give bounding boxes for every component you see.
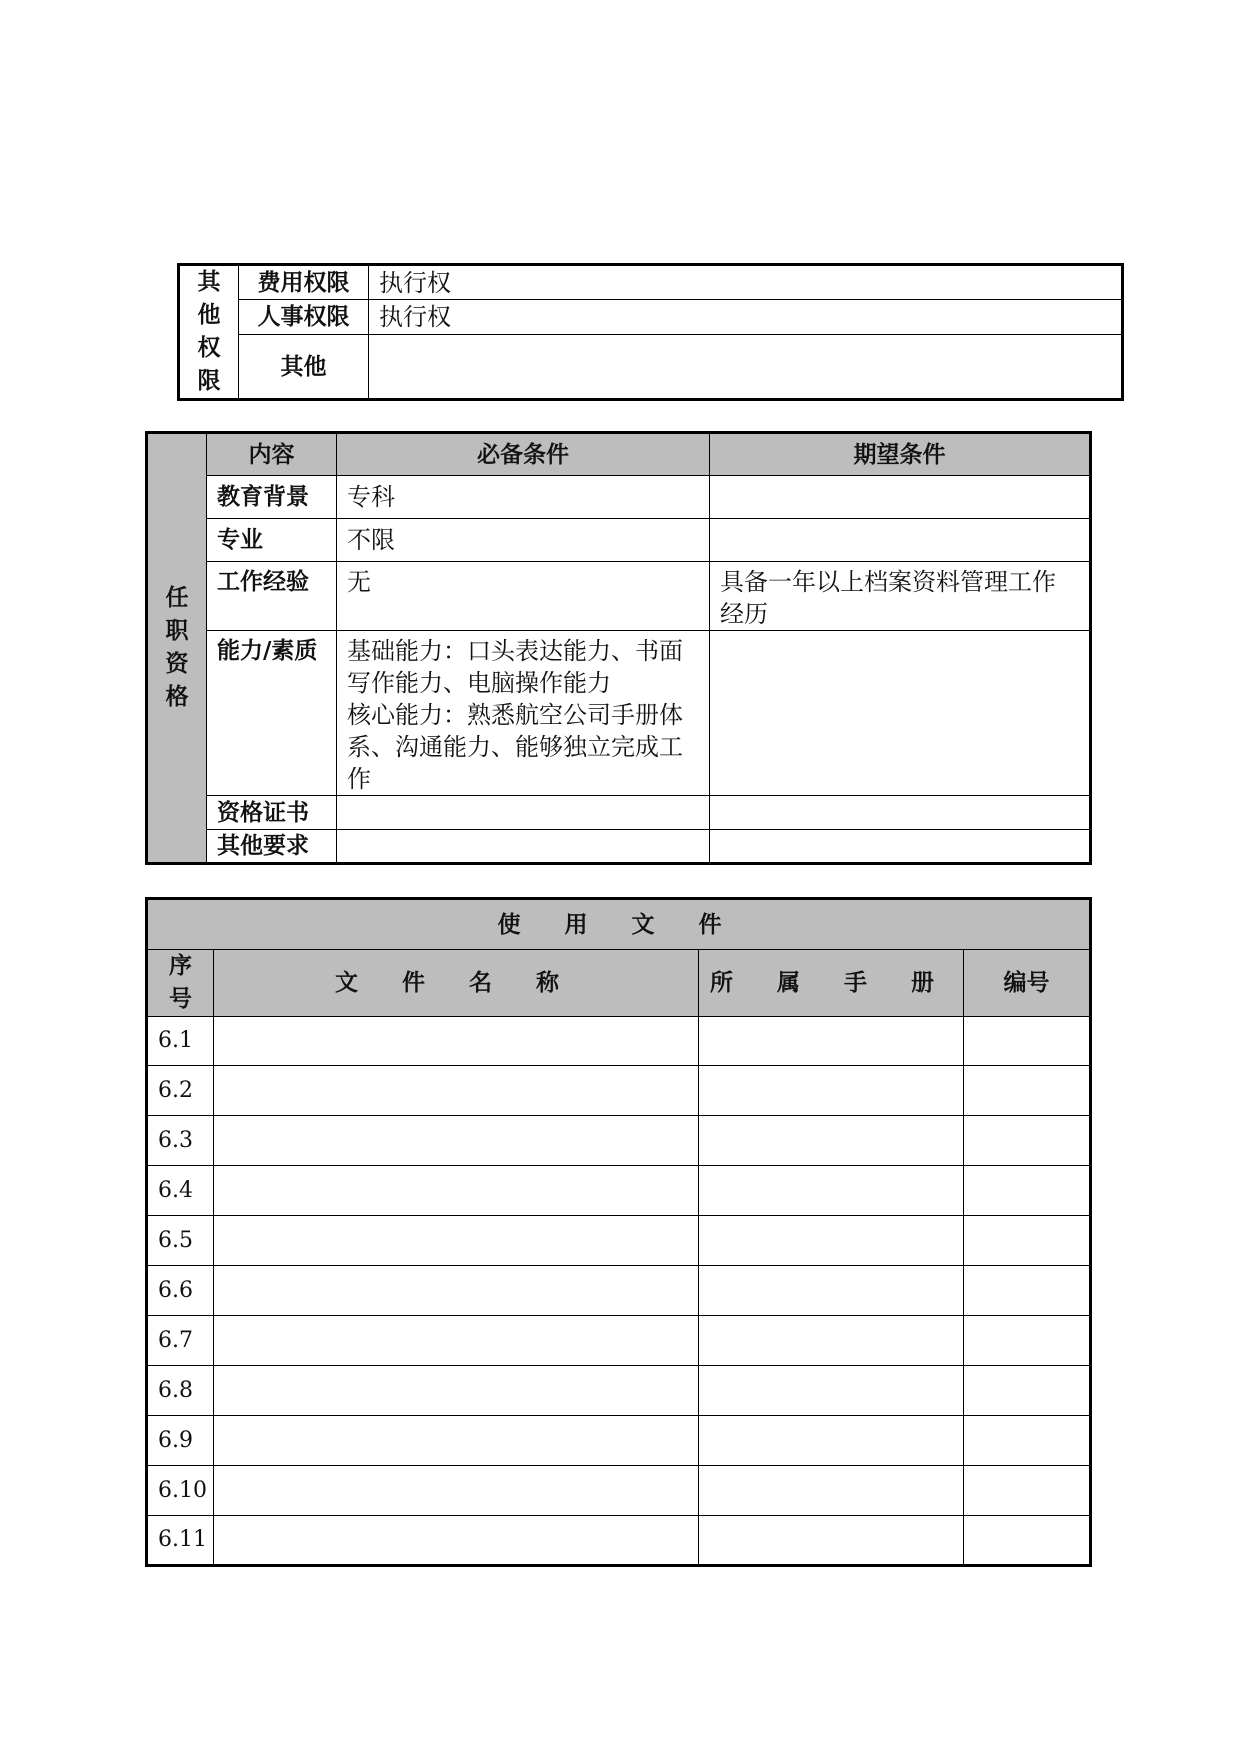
authority-row-personnel <box>179 300 1123 335</box>
authority-label: 人事权限 <box>239 300 369 335</box>
qualification-label: 工作经验 <box>207 562 337 631</box>
document-code <box>964 1116 1091 1166</box>
document-seq: 6.3 <box>147 1116 214 1166</box>
qualification-required: 无 <box>337 562 710 631</box>
document-name <box>214 1366 699 1416</box>
document-manual <box>699 1466 964 1516</box>
document-manual <box>699 1116 964 1166</box>
qualification-label: 教育背景 <box>207 476 337 519</box>
document-code <box>964 1416 1091 1466</box>
table-row <box>147 1516 1091 1566</box>
qualification-required <box>337 796 710 830</box>
qualification-required: 不限 <box>337 519 710 562</box>
document-name <box>214 1316 699 1366</box>
authority-label: 其他 <box>239 335 369 400</box>
header-seq: 序 号 <box>147 950 214 1017</box>
qualification-expected <box>710 830 1091 864</box>
authority-value <box>369 335 1123 400</box>
documents-title-row <box>147 899 1091 950</box>
document-code <box>964 1216 1091 1266</box>
qualifications-table <box>145 431 1092 865</box>
table-row <box>147 1216 1091 1266</box>
document-code <box>964 1316 1091 1366</box>
document-manual <box>699 1316 964 1366</box>
table-row <box>147 1316 1091 1366</box>
document-seq: 6.4 <box>147 1166 214 1216</box>
document-name <box>214 1166 699 1216</box>
table-row <box>147 1266 1091 1316</box>
document-name <box>214 1066 699 1116</box>
header-code: 编号 <box>964 950 1091 1017</box>
document-name <box>214 1466 699 1516</box>
document-name <box>214 1516 699 1566</box>
authority-label: 费用权限 <box>239 265 369 300</box>
document-seq: 6.1 <box>147 1017 214 1066</box>
document-seq: 6.9 <box>147 1416 214 1466</box>
document-manual <box>699 1216 964 1266</box>
document-manual <box>699 1266 964 1316</box>
qualification-required: 专科 <box>337 476 710 519</box>
documents-header-row <box>147 950 1091 1017</box>
header-required: 必备条件 <box>337 433 710 476</box>
document-code <box>964 1516 1091 1566</box>
other-authority-section-label: 其 他 权 限 <box>179 265 239 400</box>
header-content: 内容 <box>207 433 337 476</box>
document-manual <box>699 1066 964 1116</box>
header-file-name: 文 件 名 称 <box>214 950 699 1017</box>
table-row <box>147 1466 1091 1516</box>
document-seq: 6.6 <box>147 1266 214 1316</box>
table-row <box>147 1066 1091 1116</box>
qualification-row <box>147 476 1091 519</box>
document-code <box>964 1166 1091 1216</box>
qualifications-header-row <box>147 433 1091 476</box>
qualification-row <box>147 796 1091 830</box>
qualification-label: 其他要求 <box>207 830 337 864</box>
document-manual <box>699 1166 964 1216</box>
qualification-label: 资格证书 <box>207 796 337 830</box>
document-name <box>214 1216 699 1266</box>
header-manual: 所 属 手 册 <box>699 950 964 1017</box>
qualification-expected <box>710 796 1091 830</box>
qualification-label: 能力/素质 <box>207 631 337 796</box>
authority-row-other <box>179 335 1123 400</box>
qualification-expected <box>710 476 1091 519</box>
qualification-expected <box>710 519 1091 562</box>
qualification-required: 基础能力：口头表达能力、书面写作能力、电脑操作能力 核心能力：熟悉航空公司手册体系、沟通能力、能够独立完成工作 <box>337 631 710 796</box>
documents-table <box>145 897 1092 1567</box>
table-row <box>147 1017 1091 1066</box>
document-code <box>964 1466 1091 1516</box>
document-seq: 6.5 <box>147 1216 214 1266</box>
document-manual <box>699 1366 964 1416</box>
document-name <box>214 1416 699 1466</box>
table-row <box>147 1416 1091 1466</box>
document-name <box>214 1116 699 1166</box>
authority-value: 执行权 <box>369 300 1123 335</box>
documents-body <box>147 1017 1091 1566</box>
document-code <box>964 1266 1091 1316</box>
qualification-label: 专业 <box>207 519 337 562</box>
table-row <box>147 1366 1091 1416</box>
authority-value: 执行权 <box>369 265 1123 300</box>
other-authority-table <box>177 263 1124 401</box>
table-row <box>147 1166 1091 1216</box>
authority-row-expense <box>179 265 1123 300</box>
qualification-row <box>147 562 1091 631</box>
qualification-required <box>337 830 710 864</box>
qualification-expected: 具备一年以上档案资料管理工作经历 <box>710 562 1091 631</box>
qualifications-section-label: 任 职 资 格 <box>147 433 207 864</box>
document-manual <box>699 1416 964 1466</box>
document-manual <box>699 1017 964 1066</box>
table-row <box>147 1116 1091 1166</box>
header-expected: 期望条件 <box>710 433 1091 476</box>
qualification-expected <box>710 631 1091 796</box>
document-seq: 6.2 <box>147 1066 214 1116</box>
document-manual <box>699 1516 964 1566</box>
document-code <box>964 1017 1091 1066</box>
document-name <box>214 1017 699 1066</box>
document-code <box>964 1366 1091 1416</box>
qualification-row <box>147 830 1091 864</box>
document-seq: 6.8 <box>147 1366 214 1416</box>
document-seq: 6.7 <box>147 1316 214 1366</box>
qualification-row <box>147 519 1091 562</box>
qualification-row <box>147 631 1091 796</box>
documents-title: 使 用 文 件 <box>147 899 1091 950</box>
document-seq: 6.10 <box>147 1466 214 1516</box>
document-seq: 6.11 <box>147 1516 214 1566</box>
document-code <box>964 1066 1091 1116</box>
document-name <box>214 1266 699 1316</box>
